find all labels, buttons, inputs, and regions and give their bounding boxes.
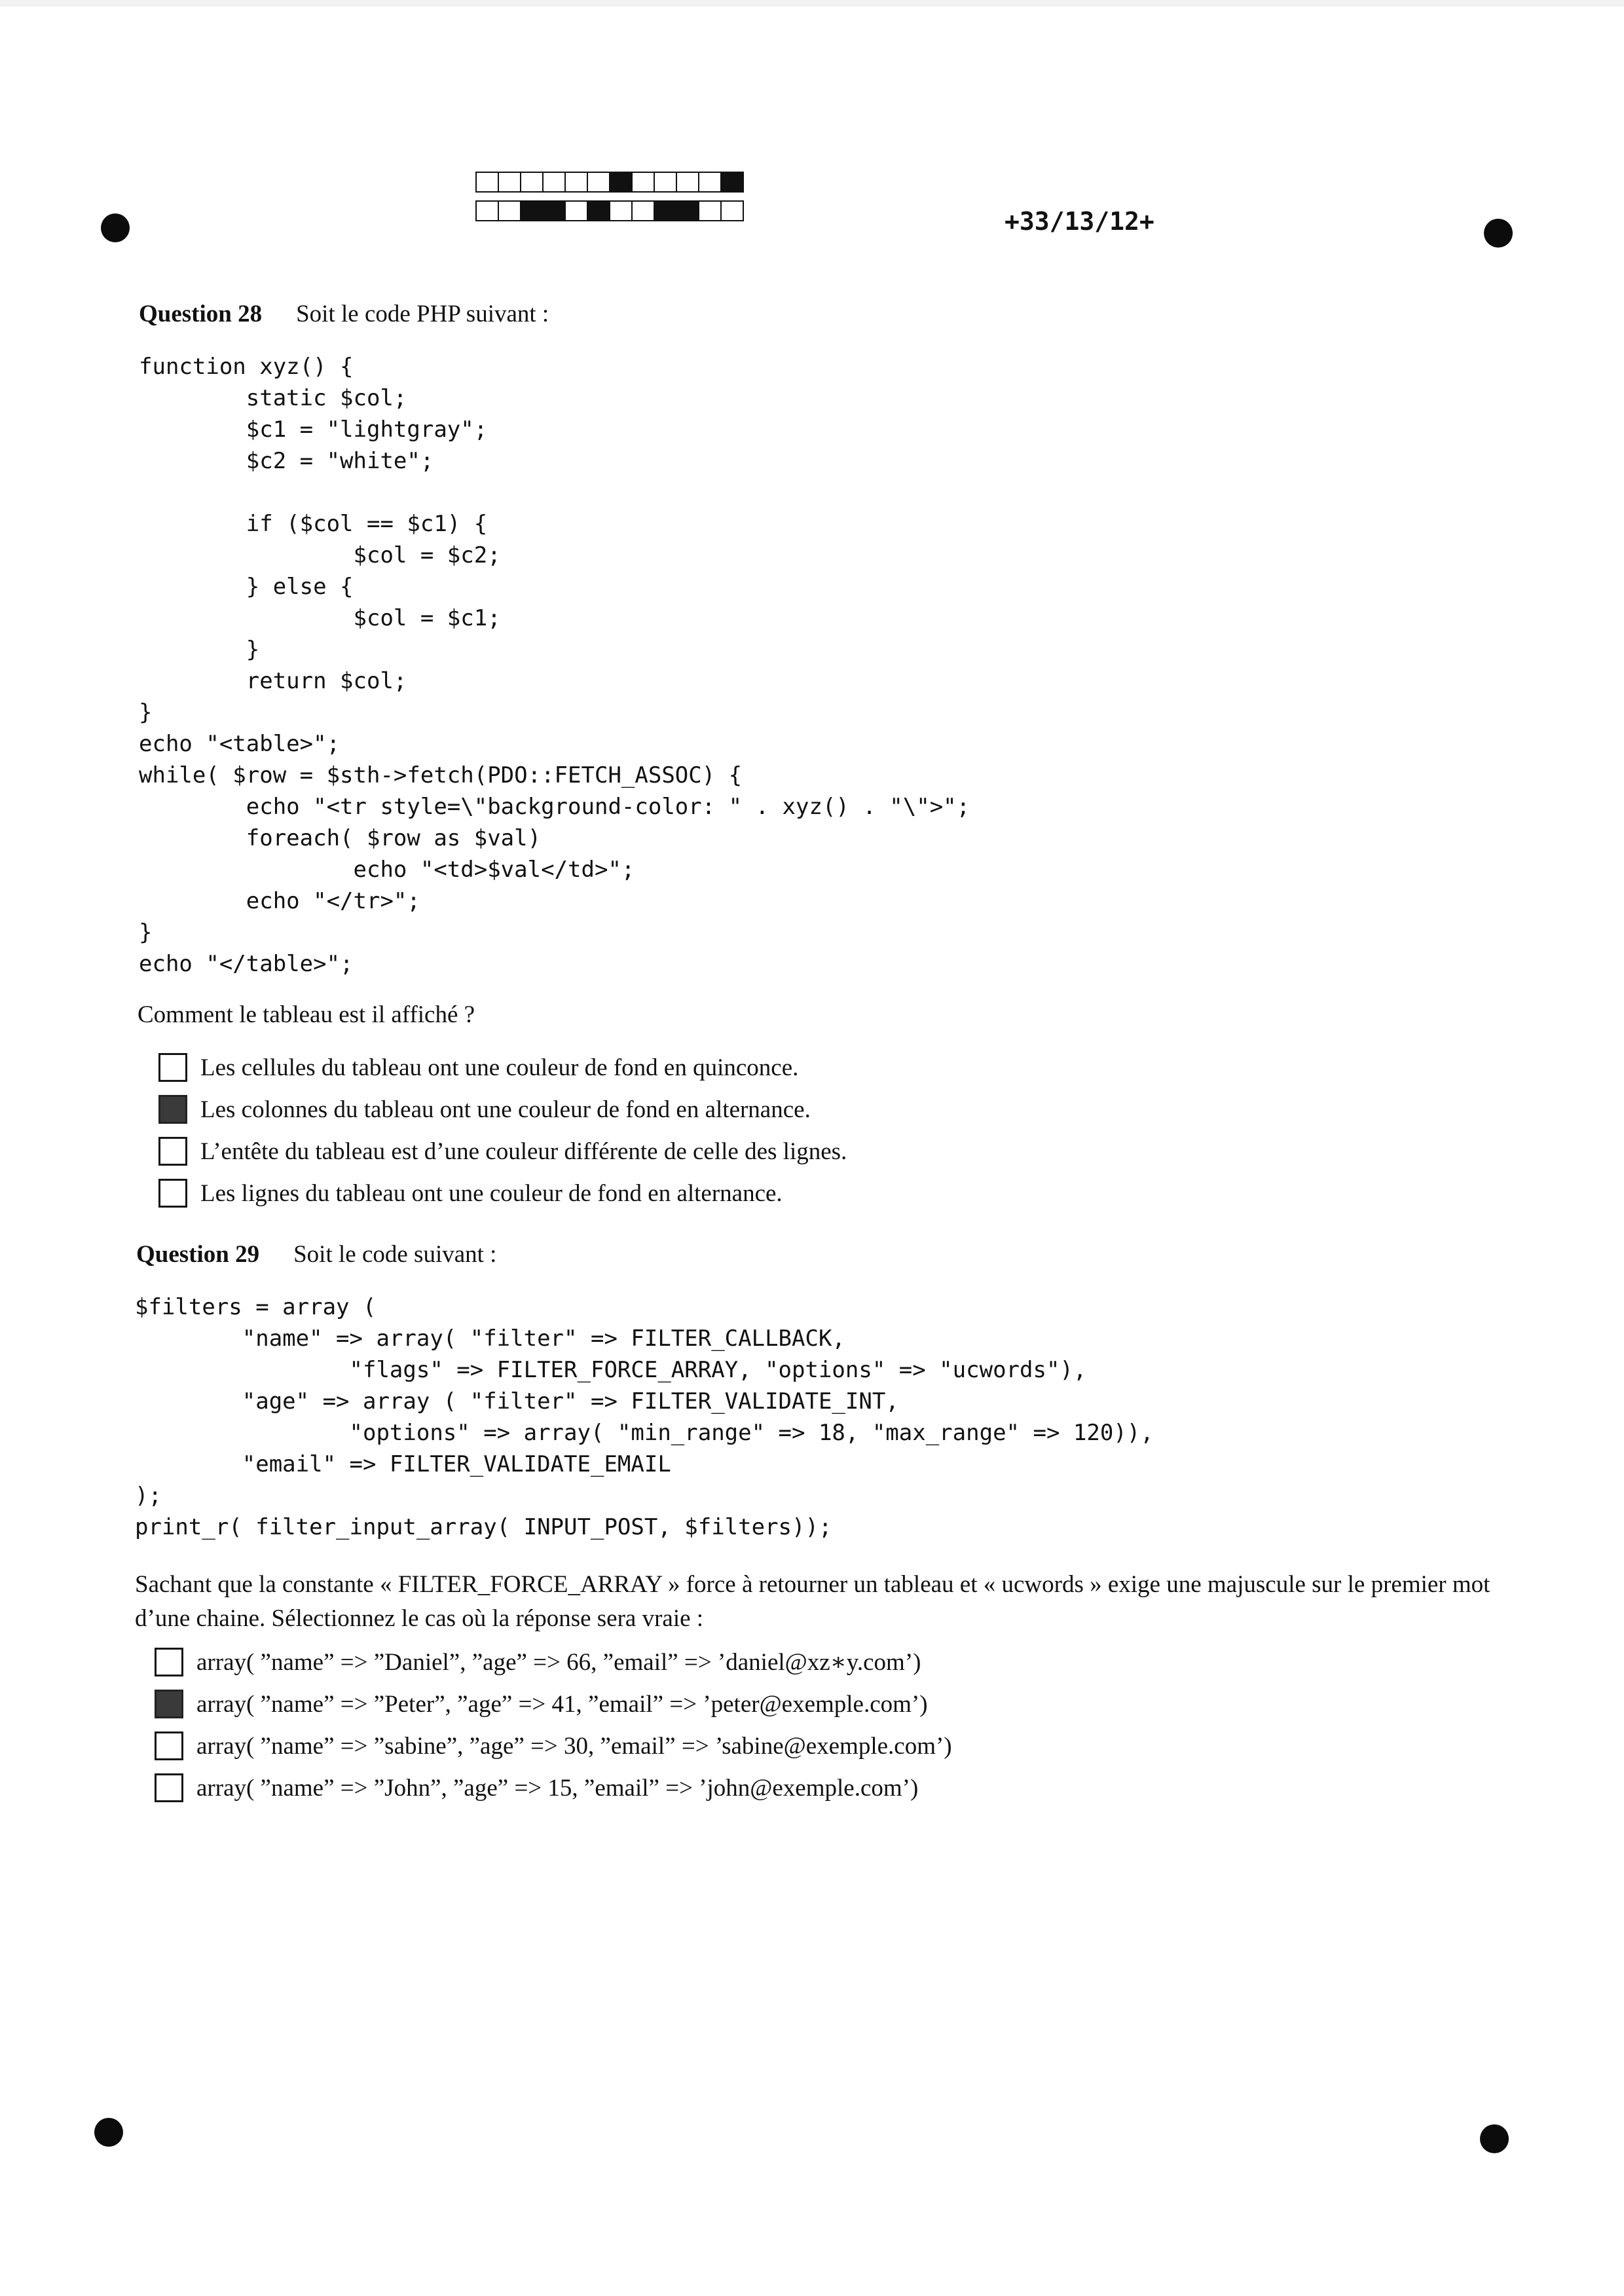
barcode-cell — [587, 172, 610, 193]
corner-marker-top-left — [101, 213, 130, 242]
answer-option-label: array( ”name” => ”sabine”, ”age” => 30, ”email” => ’sabine@exemple.com’) — [196, 1732, 952, 1760]
code-line: foreach( $row as $val) — [139, 825, 542, 851]
question-28-heading — [139, 300, 549, 328]
code-line: } — [139, 637, 260, 663]
question-label: Question 29 — [136, 1241, 260, 1268]
barcode-cell — [654, 200, 677, 221]
code-line: "flags" => FILTER_FORCE_ARRAY, "options" => "ucwords"), — [135, 1357, 1087, 1383]
answer-option-label: Les cellules du tableau ont une couleur de fond en quinconce. — [200, 1054, 799, 1081]
answer-checkbox[interactable] — [155, 1773, 183, 1802]
question-29-heading — [136, 1240, 496, 1268]
barcode-cell — [564, 172, 588, 193]
question-prompt: Comment le tableau est il affiché ? — [138, 1001, 475, 1028]
barcode-cell — [587, 200, 610, 221]
answer-checkbox-checked[interactable] — [158, 1095, 187, 1124]
barcode-cell — [676, 172, 699, 193]
barcode-cell — [654, 172, 677, 193]
answer-options-q29 — [155, 1641, 952, 1809]
answer-checkbox[interactable] — [158, 1137, 187, 1166]
barcode-cell — [498, 172, 521, 193]
question-label: Question 28 — [139, 301, 263, 327]
code-line: $col = $c2; — [139, 542, 501, 568]
answer-checkbox-checked[interactable] — [155, 1690, 183, 1718]
barcode-cell — [609, 200, 633, 221]
barcode-cell — [698, 172, 722, 193]
barcode-cell — [720, 172, 744, 193]
answer-option[interactable] — [158, 1088, 847, 1130]
code-line: return $col; — [139, 668, 407, 694]
answer-option-label: L’entête du tableau est d’une couleur différente de celle des lignes. — [200, 1138, 847, 1165]
answer-option[interactable] — [155, 1641, 952, 1683]
code-line: } — [139, 919, 153, 946]
code-line: static $col; — [139, 385, 407, 411]
code-line: "options" => array( "min_range" => 18, "max_range" => 120)), — [135, 1420, 1154, 1446]
answer-checkbox[interactable] — [158, 1179, 187, 1208]
answer-option[interactable] — [155, 1683, 952, 1725]
answer-checkbox[interactable] — [155, 1731, 183, 1760]
page-barcode-row-2 — [475, 200, 743, 221]
code-line: ); — [135, 1483, 162, 1509]
code-line: echo "</tr>"; — [139, 888, 420, 914]
barcode-cell — [475, 172, 499, 193]
barcode-cell — [542, 172, 566, 193]
answer-checkbox[interactable] — [158, 1053, 187, 1082]
code-line: echo "</table>"; — [139, 951, 354, 977]
answer-options-q28 — [158, 1046, 847, 1214]
barcode-cell — [631, 172, 655, 193]
answer-option-label: array( ”name” => ”Daniel”, ”age” => 66, ”email” => ’daniel@xz∗y.com’) — [196, 1649, 921, 1676]
code-line: $col = $c1; — [139, 605, 501, 631]
corner-marker-top-right — [1484, 219, 1513, 248]
page-id: +33/13/12+ — [1005, 207, 1154, 236]
answer-option[interactable] — [158, 1172, 847, 1214]
code-line: echo "<tr style=\"background-color: " . xyz() . "\">"; — [139, 794, 970, 820]
code-line: while( $row = $sth->fetch(PDO::FETCH_ASSOC) { — [139, 762, 743, 788]
code-line: echo "<td>$val</td>"; — [139, 857, 635, 883]
code-line: $c1 = "lightgray"; — [139, 417, 488, 443]
barcode-cell — [698, 200, 722, 221]
answer-option-label: array( ”name” => ”John”, ”age” => 15, ”email” => ’john@exemple.com’) — [196, 1774, 919, 1802]
code-line: "email" => FILTER_VALIDATE_EMAIL — [135, 1451, 671, 1477]
code-block-q28 — [139, 351, 970, 980]
answer-option[interactable] — [155, 1767, 952, 1809]
code-line: $filters = array ( — [135, 1294, 377, 1320]
answer-option-label: Les lignes du tableau ont une couleur de fond en alternance. — [200, 1179, 783, 1207]
code-line — [139, 477, 970, 508]
barcode-cell — [542, 200, 566, 221]
barcode-cell — [498, 200, 521, 221]
barcode-cell — [564, 200, 588, 221]
answer-option-label: array( ”name” => ”Peter”, ”age” => 41, ”email” => ’peter@exemple.com’) — [196, 1690, 928, 1718]
code-line: function xyz() { — [139, 354, 354, 380]
barcode-cell — [631, 200, 655, 221]
code-line: "age" => array ( "filter" => FILTER_VALIDATE_INT, — [135, 1388, 899, 1415]
code-line: } else { — [139, 574, 354, 600]
corner-marker-bottom-left — [94, 2118, 123, 2147]
scan-edge — [0, 0, 1624, 7]
code-line: $c2 = "white"; — [139, 448, 434, 474]
question-intro: Soit le code suivant : — [293, 1241, 497, 1268]
code-line: "name" => array( "filter" => FILTER_CALLBACK, — [135, 1325, 845, 1352]
code-line: if ($col == $c1) { — [139, 511, 488, 537]
page-barcode-row-1 — [475, 172, 743, 193]
barcode-cell — [475, 200, 499, 221]
code-line: echo "<table>"; — [139, 731, 341, 757]
question-prompt: Sachant que la constante « FILTER_FORCE_ARRAY » force à retourner un tableau et « ucwords » exige une majuscule sur le premier mot d’une chaine. Sélectionnez le cas où la réponse sera vraie : — [135, 1571, 1496, 1632]
code-block-q29 — [135, 1291, 1154, 1543]
code-line: } — [139, 699, 153, 726]
answer-option-label: Les colonnes du tableau ont une couleur de fond en alternance. — [200, 1096, 811, 1123]
question-intro: Soit le code PHP suivant : — [296, 301, 549, 327]
answer-checkbox[interactable] — [155, 1648, 183, 1676]
answer-option[interactable] — [158, 1046, 847, 1088]
answer-option[interactable] — [155, 1725, 952, 1767]
barcode-cell — [609, 172, 633, 193]
barcode-cell — [520, 200, 544, 221]
corner-marker-bottom-right — [1480, 2124, 1509, 2153]
code-line: print_r( filter_input_array( INPUT_POST, $filters)); — [135, 1514, 832, 1540]
answer-option[interactable] — [158, 1130, 847, 1172]
barcode-cell — [676, 200, 699, 221]
barcode-cell — [720, 200, 744, 221]
barcode-cell — [520, 172, 544, 193]
